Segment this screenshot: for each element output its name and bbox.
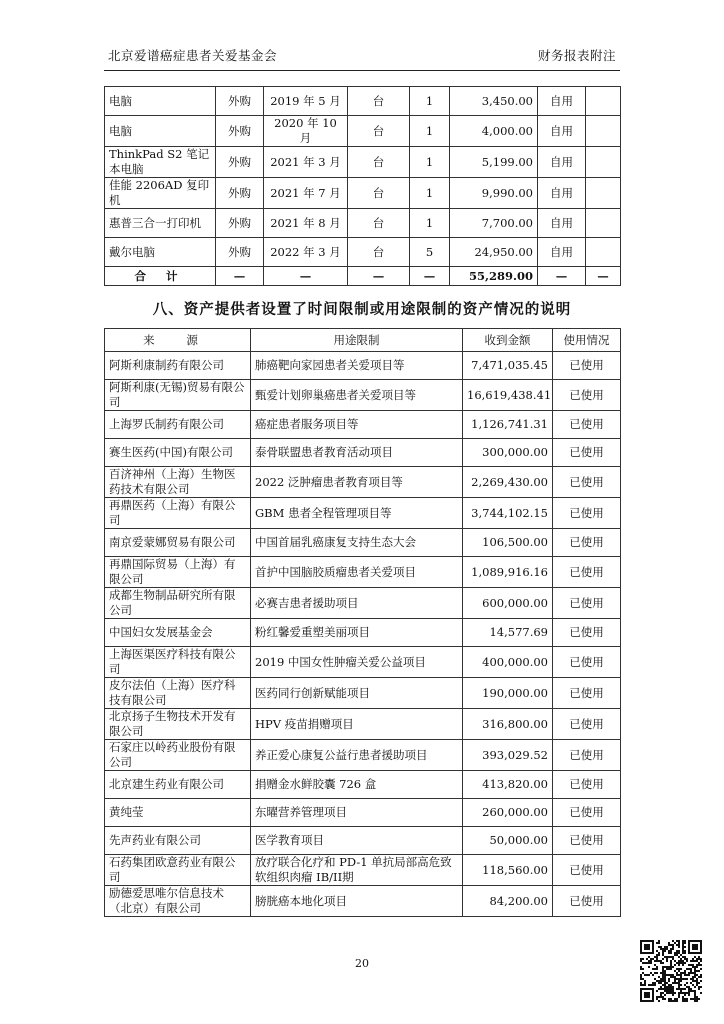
donor-source: 北京扬子生物技术开发有限公司 — [105, 709, 251, 740]
page-number: 20 — [355, 957, 369, 970]
donor-amount: 3,744,102.15 — [463, 498, 553, 529]
donor-status: 已使用 — [553, 588, 621, 619]
table-row — [105, 498, 621, 529]
donor-source: 再鼎国际贸易（上海）有限公司 — [105, 557, 251, 588]
asset-unit: 台 — [348, 209, 410, 238]
total-use: — — [538, 267, 586, 286]
donor-status: 已使用 — [553, 529, 621, 557]
donor-purpose: 捐赠金水鲜胶囊 726 盒 — [251, 771, 463, 799]
donor-status: 已使用 — [553, 619, 621, 647]
table-row — [105, 799, 621, 827]
donor-purpose: 2022 泛肿瘤患者教育项目等 — [251, 467, 463, 498]
donor-source: 阿斯利康(无锡)贸易有限公司 — [105, 380, 251, 411]
asset-date: 2022 年 3 月 — [264, 238, 348, 267]
total-date: — — [264, 267, 348, 286]
table-row — [105, 709, 621, 740]
col-header-status: 使用情况 — [553, 329, 621, 352]
donor-amount: 413,820.00 — [463, 771, 553, 799]
total-amount: 55,289.00 — [450, 267, 538, 286]
asset-source: 外购 — [216, 87, 264, 116]
donor-amount: 118,560.00 — [463, 855, 553, 886]
donor-purpose: 泰骨联盟患者教育活动项目 — [251, 439, 463, 467]
table-row — [105, 380, 621, 411]
donor-amount: 84,200.00 — [463, 886, 553, 917]
asset-name: 电脑 — [105, 116, 216, 147]
asset-amount: 9,990.00 — [450, 178, 538, 209]
table-row — [105, 827, 621, 855]
donor-amount: 393,029.52 — [463, 740, 553, 771]
asset-amount: 7,700.00 — [450, 209, 538, 238]
donor-status: 已使用 — [553, 498, 621, 529]
donor-amount: 1,126,741.31 — [463, 411, 553, 439]
restricted-assets-table — [104, 328, 621, 917]
asset-unit: 台 — [348, 87, 410, 116]
table-row — [105, 619, 621, 647]
donor-source: 皮尔法伯（上海）医疗科技有限公司 — [105, 678, 251, 709]
asset-source: 外购 — [216, 238, 264, 267]
table-row — [105, 439, 621, 467]
table-row — [105, 352, 621, 380]
asset-qty: 1 — [410, 209, 450, 238]
total-note: — — [586, 267, 621, 286]
donor-source: 阿斯利康制药有限公司 — [105, 352, 251, 380]
donor-amount: 2,269,430.00 — [463, 467, 553, 498]
donor-source: 南京爱蒙娜贸易有限公司 — [105, 529, 251, 557]
col-header-amount: 收到金额 — [463, 329, 553, 352]
donor-purpose: 粉红馨爱重塑美丽项目 — [251, 619, 463, 647]
asset-date: 2019 年 5 月 — [264, 87, 348, 116]
asset-source: 外购 — [216, 147, 264, 178]
donor-amount: 300,000.00 — [463, 439, 553, 467]
table-row — [105, 886, 621, 917]
asset-unit: 台 — [348, 238, 410, 267]
table-row — [105, 147, 621, 178]
donor-source: 成都生物制品研究所有限公司 — [105, 588, 251, 619]
donor-purpose: 东曜营养管理项目 — [251, 799, 463, 827]
donor-amount: 600,000.00 — [463, 588, 553, 619]
donor-purpose: 首护中国脑胶质瘤患者关爱项目 — [251, 557, 463, 588]
asset-unit: 台 — [348, 178, 410, 209]
donor-status: 已使用 — [553, 411, 621, 439]
asset-source: 外购 — [216, 209, 264, 238]
table-row — [105, 87, 621, 116]
asset-use: 自用 — [538, 147, 586, 178]
donor-status: 已使用 — [553, 678, 621, 709]
header-org: 北京爱谱癌症患者关爱基金会 — [108, 48, 278, 63]
asset-name: 戴尔电脑 — [105, 238, 216, 267]
asset-date: 2020 年 10 月 — [264, 116, 348, 147]
table-row — [105, 467, 621, 498]
donor-status: 已使用 — [553, 855, 621, 886]
asset-unit: 台 — [348, 147, 410, 178]
donor-amount: 7,471,035.45 — [463, 352, 553, 380]
asset-unit: 台 — [348, 116, 410, 147]
asset-amount: 3,450.00 — [450, 87, 538, 116]
asset-date: 2021 年 8 月 — [264, 209, 348, 238]
donor-purpose: 肺癌靶向家园患者关爱项目等 — [251, 352, 463, 380]
donor-source: 再鼎医药（上海）有限公司 — [105, 498, 251, 529]
header-rule — [104, 70, 620, 71]
donor-purpose: 甄爱计划卵巢癌患者关爱项目等 — [251, 380, 463, 411]
table-row — [105, 557, 621, 588]
donor-status: 已使用 — [553, 771, 621, 799]
donor-status: 已使用 — [553, 709, 621, 740]
donor-purpose: 放疗联合化疗和 PD-1 单抗局部高危致软组织肉瘤 IB/II期 — [251, 855, 463, 886]
donor-purpose: 2019 中国女性肿瘤关爱公益项目 — [251, 647, 463, 678]
donor-purpose: 必赛吉患者援助项目 — [251, 588, 463, 619]
table-row — [105, 238, 621, 267]
asset-source: 外购 — [216, 178, 264, 209]
donor-purpose: 中国首届乳癌康复支持生态大会 — [251, 529, 463, 557]
table-row — [105, 411, 621, 439]
qr-code-icon — [640, 940, 702, 1002]
asset-use: 自用 — [538, 209, 586, 238]
donor-source: 石药集团欧意药业有限公司 — [105, 855, 251, 886]
fixed-assets-table — [104, 86, 621, 286]
asset-source: 外购 — [216, 116, 264, 147]
donor-status: 已使用 — [553, 467, 621, 498]
donor-status: 已使用 — [553, 439, 621, 467]
donor-amount: 1,089,916.16 — [463, 557, 553, 588]
donor-amount: 260,000.00 — [463, 799, 553, 827]
donor-source: 百济神州（上海）生物医药技术有限公司 — [105, 467, 251, 498]
donor-status: 已使用 — [553, 557, 621, 588]
asset-name: 电脑 — [105, 87, 216, 116]
header-doc-title: 财务报表附注 — [537, 48, 616, 63]
donor-status: 已使用 — [553, 647, 621, 678]
donor-status: 已使用 — [553, 799, 621, 827]
donor-amount: 50,000.00 — [463, 827, 553, 855]
table-row — [105, 678, 621, 709]
donor-amount: 14,577.69 — [463, 619, 553, 647]
asset-date: 2021 年 7 月 — [264, 178, 348, 209]
donor-source: 励德爱思唯尔信息技术（北京）有限公司 — [105, 886, 251, 917]
donor-status: 已使用 — [553, 380, 621, 411]
total-qty: — — [410, 267, 450, 286]
asset-qty: 1 — [410, 116, 450, 147]
donor-amount: 316,800.00 — [463, 709, 553, 740]
table-row — [105, 771, 621, 799]
total-source: — — [216, 267, 264, 286]
donor-purpose: 医药同行创新赋能项目 — [251, 678, 463, 709]
asset-name: 惠普三合一打印机 — [105, 209, 216, 238]
donor-source: 黄纯莹 — [105, 799, 251, 827]
donor-source: 上海罗氏制药有限公司 — [105, 411, 251, 439]
section-title: 八、资产提供者设置了时间限制或用途限制的资产情况的说明 — [152, 301, 572, 318]
table-row — [105, 178, 621, 209]
table-row — [105, 116, 621, 147]
donor-amount: 16,619,438.41 — [463, 380, 553, 411]
donor-source: 上海医渠医疗科技有限公司 — [105, 647, 251, 678]
donor-purpose: 医学教育项目 — [251, 827, 463, 855]
asset-note — [586, 238, 621, 267]
asset-use: 自用 — [538, 87, 586, 116]
asset-name: 佳能 2206AD 复印机 — [105, 178, 216, 209]
donor-status: 已使用 — [553, 827, 621, 855]
asset-date: 2021 年 3 月 — [264, 147, 348, 178]
asset-use: 自用 — [538, 178, 586, 209]
asset-note — [586, 209, 621, 238]
donor-status: 已使用 — [553, 352, 621, 380]
donor-source: 石家庄以岭药业股份有限公司 — [105, 740, 251, 771]
asset-qty: 1 — [410, 87, 450, 116]
table-row — [105, 588, 621, 619]
asset-amount: 24,950.00 — [450, 238, 538, 267]
col-header-purpose: 用途限制 — [251, 329, 463, 352]
asset-qty: 5 — [410, 238, 450, 267]
donor-purpose: HPV 疫苗捐赠项目 — [251, 709, 463, 740]
table-row — [105, 855, 621, 886]
asset-amount: 5,199.00 — [450, 147, 538, 178]
donor-purpose: 养正爱心康复公益行患者援助项目 — [251, 740, 463, 771]
donor-source: 赛生医药(中国)有限公司 — [105, 439, 251, 467]
asset-note — [586, 116, 621, 147]
donor-purpose: 膀胱癌本地化项目 — [251, 886, 463, 917]
col-header-source: 来 源 — [105, 329, 251, 352]
donor-amount: 106,500.00 — [463, 529, 553, 557]
table-row — [105, 740, 621, 771]
asset-note — [586, 147, 621, 178]
donor-source: 先声药业有限公司 — [105, 827, 251, 855]
asset-amount: 4,000.00 — [450, 116, 538, 147]
donor-purpose: GBM 患者全程管理项目等 — [251, 498, 463, 529]
donor-status: 已使用 — [553, 740, 621, 771]
total-label: 合 计 — [105, 267, 216, 286]
table-row — [105, 209, 621, 238]
asset-note — [586, 87, 621, 116]
asset-qty: 1 — [410, 178, 450, 209]
total-row — [105, 267, 621, 286]
total-unit: — — [348, 267, 410, 286]
table-row — [105, 647, 621, 678]
donor-status: 已使用 — [553, 886, 621, 917]
table-header-row — [105, 329, 621, 352]
donor-source: 北京建生药业有限公司 — [105, 771, 251, 799]
donor-source: 中国妇女发展基金会 — [105, 619, 251, 647]
asset-use: 自用 — [538, 238, 586, 267]
donor-amount: 190,000.00 — [463, 678, 553, 709]
asset-note — [586, 178, 621, 209]
asset-use: 自用 — [538, 116, 586, 147]
donor-purpose: 癌症患者服务项目等 — [251, 411, 463, 439]
donor-amount: 400,000.00 — [463, 647, 553, 678]
asset-name: ThinkPad S2 笔记本电脑 — [105, 147, 216, 178]
table-row — [105, 529, 621, 557]
asset-qty: 1 — [410, 147, 450, 178]
